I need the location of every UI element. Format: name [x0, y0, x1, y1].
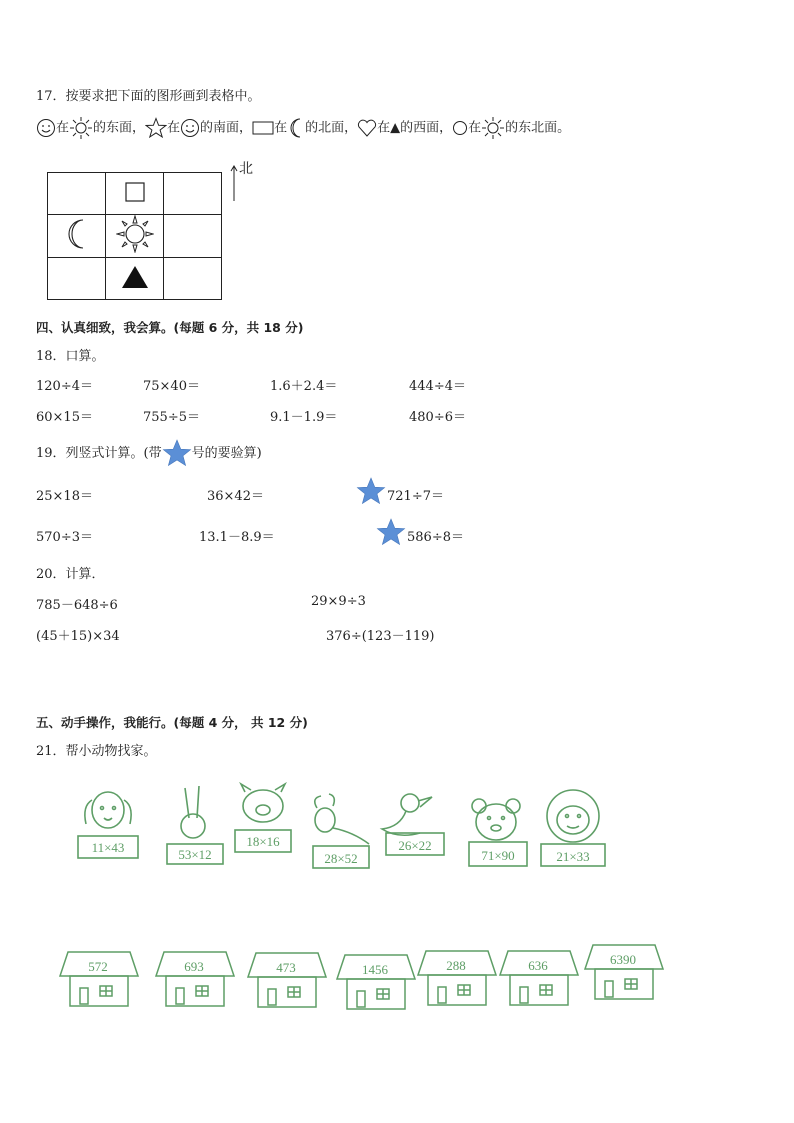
q19-title	[36, 442, 262, 463]
sun-icon	[69, 116, 93, 140]
animal-label: 11×43	[91, 840, 125, 855]
grid-cell[interactable]	[106, 258, 164, 300]
square-icon	[125, 182, 145, 202]
instr-text-4: 的南面，	[200, 120, 253, 136]
q17-instructions	[36, 116, 570, 140]
q17-title: 17．按要求把下面的图形画到表格中。	[36, 89, 261, 104]
animal-label: 71×90	[481, 848, 515, 863]
house-icon[interactable]	[154, 950, 236, 1008]
q18-title: 18．口算。	[36, 349, 105, 364]
instr-text-9: 的东北面。	[505, 120, 571, 136]
q19-title-post: 号的要验算)	[191, 446, 262, 461]
house-icon[interactable]	[498, 949, 580, 1007]
house-icon[interactable]	[335, 953, 417, 1011]
house-label: 6390	[610, 952, 636, 967]
direction-grid	[47, 172, 222, 300]
star-icon	[356, 477, 386, 505]
instr-text-5: 在	[274, 120, 288, 136]
house-label: 636	[528, 958, 548, 973]
q20-item: 376÷(123－119)	[326, 629, 435, 644]
bear-icon[interactable]	[465, 796, 531, 872]
house-icon[interactable]	[246, 951, 328, 1009]
star-icon	[162, 439, 192, 467]
animal-label: 28×52	[324, 851, 358, 866]
q18-item: 9.1－1.9＝	[270, 410, 338, 425]
q19-item: 586÷8＝	[407, 530, 464, 545]
grid-cell[interactable]	[164, 215, 222, 258]
grid-cell[interactable]	[106, 173, 164, 215]
star-icon	[376, 518, 406, 546]
moon-icon	[64, 218, 90, 250]
house-icon[interactable]	[58, 950, 140, 1008]
grid-cell[interactable]	[48, 215, 106, 258]
goat-icon[interactable]	[303, 792, 377, 876]
rectangle-icon	[252, 121, 274, 135]
q19-title-pre: 19．列竖式计算。(带	[36, 446, 162, 461]
grid-cell[interactable]	[48, 173, 106, 215]
q18-item: 120÷4＝	[36, 379, 93, 394]
instr-text-8: 在	[468, 120, 482, 136]
animal-label: 21×33	[556, 849, 590, 864]
monkey-icon[interactable]	[537, 786, 609, 870]
q19-item: 25×18＝	[36, 489, 93, 504]
north-label: 北	[239, 161, 253, 177]
instr-text-7: 在▲的西面，	[377, 120, 453, 136]
house-label: 288	[446, 958, 466, 973]
q20-item: 29×9÷3	[311, 594, 366, 609]
q18-item: 60×15＝	[36, 410, 93, 425]
q18-item: 444÷4＝	[409, 379, 466, 394]
q20-title: 20．计算．	[36, 567, 105, 582]
q20-item: 785－648÷6	[36, 598, 118, 613]
section4-title: 四、认真细致，我会算。(每题 6 分，共 18 分)	[36, 320, 304, 335]
star-outline-icon	[145, 117, 167, 139]
sun-icon	[481, 116, 505, 140]
moon-icon	[287, 117, 305, 139]
smiley-icon	[36, 118, 56, 138]
q18-item: 75×40＝	[143, 379, 200, 394]
animal-label: 18×16	[246, 834, 280, 849]
duck-icon[interactable]	[378, 783, 448, 863]
grid-cell[interactable]	[164, 173, 222, 215]
q19-item: 721÷7＝	[387, 489, 444, 504]
triangle-icon	[121, 265, 149, 289]
animal-label: 26×22	[398, 838, 432, 853]
instr-text-6: 的北面，	[305, 120, 358, 136]
house-label: 1456	[362, 962, 388, 977]
sun-icon	[116, 215, 154, 253]
q19-item: 13.1－8.9＝	[199, 530, 275, 545]
q18-item: 755÷5＝	[143, 410, 200, 425]
section5-title: 五、动手操作，我能行。(每题 4 分， 共 12 分)	[36, 715, 308, 730]
heart-icon	[357, 119, 377, 137]
house-label: 572	[88, 959, 108, 974]
q19-item: 570÷3＝	[36, 530, 93, 545]
grid-cell[interactable]	[106, 215, 164, 258]
q18-item: 1.6＋2.4＝	[270, 379, 338, 394]
q18-item: 480÷6＝	[409, 410, 466, 425]
q19-item: 36×42＝	[207, 489, 264, 504]
dog-icon[interactable]	[72, 786, 142, 866]
q21-title: 21．帮小动物找家。	[36, 744, 157, 759]
smiley-icon	[180, 118, 200, 138]
circle-icon	[452, 120, 468, 136]
house-icon[interactable]	[583, 943, 665, 1001]
animal-label: 53×12	[178, 847, 212, 862]
instr-text-1: 在	[56, 120, 70, 136]
house-icon[interactable]	[416, 949, 498, 1007]
house-label: 473	[276, 960, 296, 975]
house-label: 693	[184, 959, 204, 974]
q20-item: (45＋15)×34	[36, 629, 120, 644]
grid-cell[interactable]	[48, 258, 106, 300]
instr-text-3: 在	[167, 120, 181, 136]
grid-cell[interactable]	[164, 258, 222, 300]
pig-icon[interactable]	[231, 782, 295, 862]
rabbit-icon[interactable]	[163, 782, 227, 870]
instr-text-2: 的东面，	[93, 120, 146, 136]
